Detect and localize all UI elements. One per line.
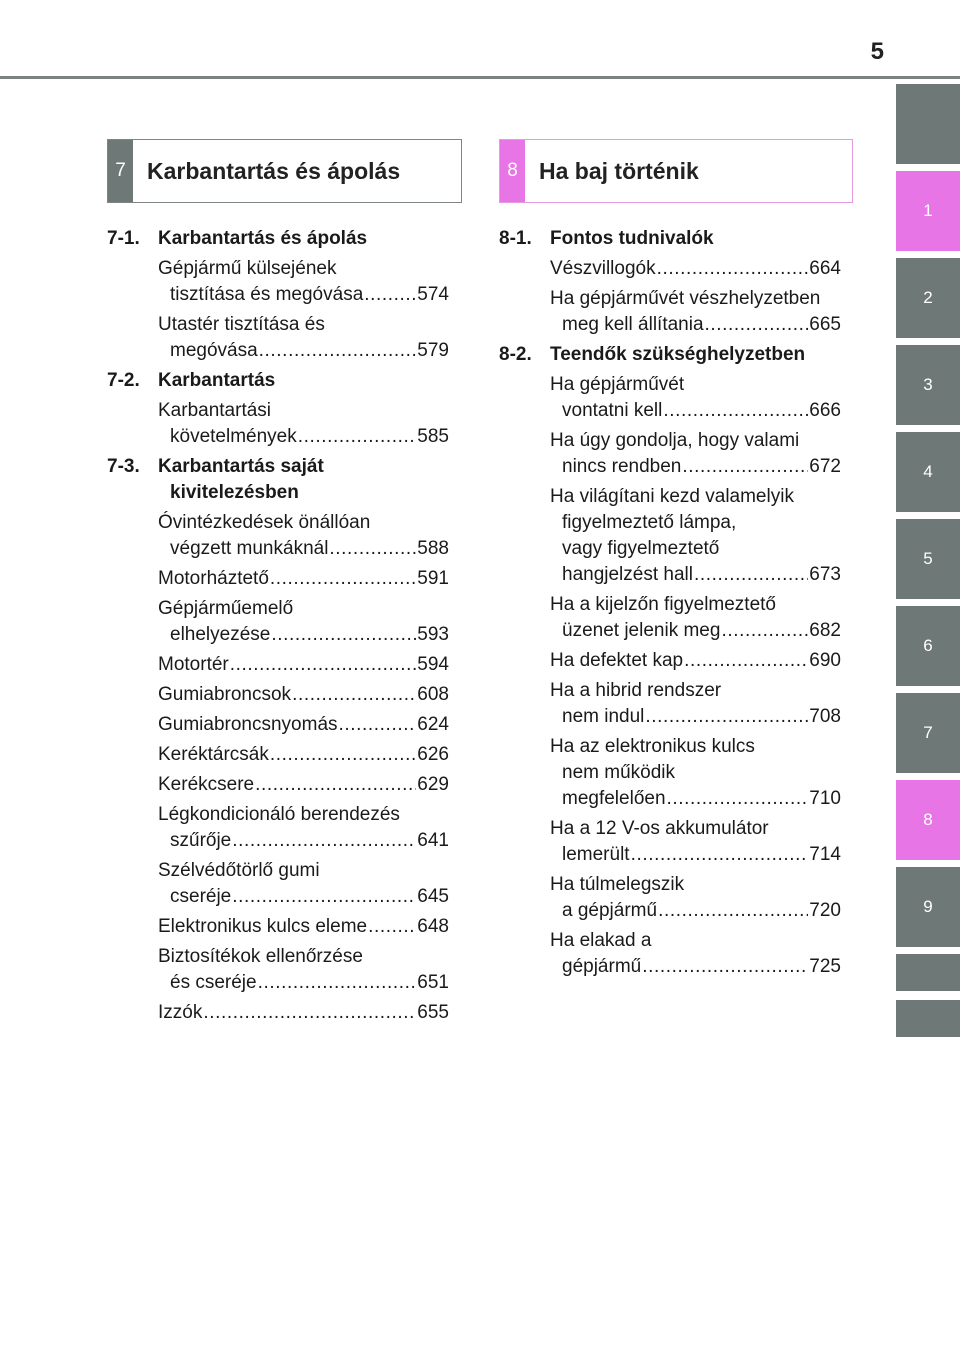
toc-entry-text: Ha defektet kap bbox=[550, 650, 684, 671]
toc-entry-text: Keréktárcsák bbox=[158, 744, 269, 765]
toc-entry[interactable] bbox=[158, 914, 449, 940]
toc-entry-line bbox=[158, 1000, 449, 1026]
dot-leader bbox=[721, 618, 808, 644]
toc-entry[interactable] bbox=[550, 648, 841, 674]
page-ref: 720 bbox=[809, 900, 841, 921]
toc-entry-line bbox=[550, 454, 841, 480]
chapter-tab-blank-top[interactable] bbox=[896, 84, 960, 164]
dot-leader bbox=[232, 828, 416, 854]
toc-entry[interactable] bbox=[550, 734, 841, 812]
dot-leader bbox=[682, 454, 808, 480]
toc-entry-text: szűrője bbox=[170, 830, 232, 851]
toc-entry-line bbox=[158, 282, 449, 308]
chapter-tab-7[interactable]: 7 bbox=[896, 693, 960, 773]
dot-leader bbox=[364, 282, 416, 308]
toc-entry-text: lemerült bbox=[562, 844, 630, 865]
toc-entry-line: Ha túlmelegszik bbox=[550, 874, 685, 895]
toc-entry-line: Ha gépjárművét bbox=[550, 374, 685, 395]
page-ref: 714 bbox=[809, 844, 841, 865]
toc-entry[interactable] bbox=[158, 256, 449, 308]
dot-leader bbox=[684, 648, 808, 674]
page-ref: 579 bbox=[417, 340, 449, 361]
page-ref: 710 bbox=[809, 788, 841, 809]
toc-entry[interactable] bbox=[550, 592, 841, 644]
top-rule bbox=[0, 76, 960, 79]
toc-entry-text: vontatni kell bbox=[562, 400, 663, 421]
section-8-header bbox=[499, 139, 853, 203]
dot-leader bbox=[642, 954, 808, 980]
subsection-heading bbox=[107, 226, 449, 252]
toc-entry-line: Biztosítékok ellenőrzése bbox=[158, 946, 363, 967]
page-ref: 666 bbox=[809, 400, 841, 421]
toc-entry-line bbox=[550, 954, 841, 980]
toc-entry-text: megóvása bbox=[170, 340, 258, 361]
toc-entry-line: Ha elakad a bbox=[550, 930, 652, 951]
subsection-title bbox=[550, 342, 841, 368]
toc-entry-text: hangjelzést hall bbox=[562, 564, 693, 585]
subsection-heading bbox=[107, 454, 449, 506]
toc-entry-line bbox=[550, 618, 841, 644]
page-ref: 608 bbox=[417, 684, 449, 705]
toc-entry-text: a gépjármű bbox=[562, 900, 658, 921]
toc-entry-line: Szélvédőtörlő gumi bbox=[158, 860, 320, 881]
page-ref: 629 bbox=[417, 774, 449, 795]
section-8-contents bbox=[499, 226, 841, 984]
dot-leader bbox=[258, 970, 417, 996]
chapter-tab-8[interactable]: 8 bbox=[896, 780, 960, 860]
toc-entry-line: Ha a hibrid rendszer bbox=[550, 680, 722, 701]
dot-leader bbox=[667, 786, 809, 812]
toc-entry[interactable] bbox=[550, 484, 841, 588]
toc-entry-line bbox=[158, 884, 449, 910]
toc-entry-line: vagy figyelmeztető bbox=[562, 538, 720, 559]
section-7-header bbox=[107, 139, 462, 203]
page-ref: 588 bbox=[417, 538, 449, 559]
toc-entry-line bbox=[158, 970, 449, 996]
page-ref: 594 bbox=[417, 654, 449, 675]
subsection-title-line: Fontos tudnivalók bbox=[550, 228, 714, 249]
toc-entry-text: megfelelően bbox=[562, 788, 666, 809]
subsection-title bbox=[550, 226, 841, 252]
toc-entry-line bbox=[550, 648, 841, 674]
section-8-title: Ha baj történik bbox=[539, 157, 699, 184]
subsection-number: 8-1. bbox=[499, 228, 532, 249]
toc-entry-line bbox=[158, 712, 449, 738]
subsection-number: 7-3. bbox=[107, 456, 140, 477]
page-ref: 648 bbox=[417, 916, 449, 937]
toc-entry-text: tisztítása és megóvása bbox=[170, 284, 364, 305]
dot-leader bbox=[270, 742, 416, 768]
subsection-title-line: Karbantartás bbox=[158, 370, 276, 391]
page-ref: 624 bbox=[417, 714, 449, 735]
toc-entry-line bbox=[550, 256, 841, 282]
toc-entry-line bbox=[158, 536, 449, 562]
toc-entry[interactable] bbox=[550, 872, 841, 924]
chapter-tab-blank-2[interactable] bbox=[896, 1000, 960, 1037]
toc-entry-line bbox=[550, 786, 841, 812]
toc-entry-line bbox=[158, 682, 449, 708]
subsection-heading bbox=[499, 342, 841, 368]
chapter-tab-6[interactable]: 6 bbox=[896, 606, 960, 686]
section-8-number: 8 bbox=[500, 140, 525, 202]
toc-entry-text: Gumiabroncsok bbox=[158, 684, 292, 705]
toc-entry[interactable] bbox=[158, 1000, 449, 1026]
toc-entry-text: Elektronikus kulcs eleme bbox=[158, 916, 368, 937]
page-ref: 651 bbox=[417, 972, 449, 993]
dot-leader bbox=[230, 652, 417, 678]
toc-entry-line bbox=[158, 338, 449, 364]
chapter-tab-9[interactable]: 9 bbox=[896, 867, 960, 947]
toc-entry[interactable] bbox=[550, 256, 841, 282]
toc-entry-line: Gépjármű külsejének bbox=[158, 258, 337, 279]
page-ref: 664 bbox=[809, 258, 841, 279]
toc-entry-text: nincs rendben bbox=[562, 456, 682, 477]
toc-entry-text: végzett munkáknál bbox=[170, 538, 329, 559]
toc-entry-text: Vészvillogók bbox=[550, 258, 656, 279]
toc-entry[interactable] bbox=[550, 428, 841, 480]
toc-entry-line bbox=[158, 772, 449, 798]
toc-entry[interactable] bbox=[158, 566, 449, 592]
page-ref: 672 bbox=[809, 456, 841, 477]
toc-entry-line: Ha gépjárművét vészhelyzetben bbox=[550, 288, 821, 309]
toc-entry-line bbox=[550, 562, 841, 588]
page-ref: 593 bbox=[417, 624, 449, 645]
toc-entry-line bbox=[550, 842, 841, 868]
chapter-tab-blank-1[interactable] bbox=[896, 954, 960, 991]
page-ref: 585 bbox=[417, 426, 449, 447]
toc-entry-text: Gumiabroncsnyomás bbox=[158, 714, 338, 735]
subsection-heading bbox=[499, 226, 841, 252]
page-ref: 655 bbox=[417, 1002, 449, 1023]
dot-leader bbox=[645, 704, 808, 730]
dot-leader bbox=[339, 712, 417, 738]
toc-entry-line: nem működik bbox=[562, 762, 675, 783]
subsection-title-line: Teendők szükséghelyzetben bbox=[550, 344, 806, 365]
dot-leader bbox=[694, 562, 808, 588]
toc-entry[interactable] bbox=[158, 652, 449, 678]
toc-entry[interactable] bbox=[158, 312, 449, 364]
toc-entry-line: Ha a kijelzőn figyelmeztető bbox=[550, 594, 776, 615]
toc-entry[interactable] bbox=[158, 772, 449, 798]
toc-entry-line bbox=[158, 622, 449, 648]
subsection-title-line: Karbantartás és ápolás bbox=[158, 228, 368, 249]
dot-leader bbox=[298, 424, 417, 450]
toc-entry-line: Légkondicionáló berendezés bbox=[158, 804, 400, 825]
toc-entry-line: Ha úgy gondolja, hogy valami bbox=[550, 430, 800, 451]
toc-entry[interactable] bbox=[158, 858, 449, 910]
toc-entry[interactable] bbox=[158, 742, 449, 768]
toc-entry[interactable] bbox=[158, 944, 449, 996]
toc-entry-line bbox=[158, 566, 449, 592]
toc-entry-text: Kerékcsere bbox=[158, 774, 255, 795]
chapter-tab-1[interactable]: 1 bbox=[896, 171, 960, 251]
toc-entry[interactable] bbox=[158, 802, 449, 854]
toc-entry-text: és cseréje bbox=[170, 972, 257, 993]
chapter-tab-4[interactable]: 4 bbox=[896, 432, 960, 512]
toc-entry[interactable] bbox=[550, 928, 841, 980]
toc-entry-line: figyelmeztető lámpa, bbox=[562, 512, 737, 533]
page-number: 5 bbox=[870, 38, 884, 65]
chapter-tab-5[interactable]: 5 bbox=[896, 519, 960, 599]
toc-entry-line: Karbantartási bbox=[158, 400, 272, 421]
subsection-title-line: Karbantartás saját bbox=[158, 456, 324, 477]
subsection-heading bbox=[107, 368, 449, 394]
subsection-title bbox=[158, 226, 449, 252]
subsection-number: 8-2. bbox=[499, 344, 532, 365]
toc-entry[interactable] bbox=[550, 816, 841, 868]
toc-entry-line bbox=[158, 424, 449, 450]
toc-entry-line: Óvintézkedések önállóan bbox=[158, 512, 371, 533]
toc-entry[interactable] bbox=[550, 372, 841, 424]
page-ref: 626 bbox=[417, 744, 449, 765]
toc-entry-line bbox=[550, 704, 841, 730]
toc-entry-line: Ha az elektronikus kulcs bbox=[550, 736, 755, 757]
dot-leader bbox=[255, 772, 416, 798]
dot-leader bbox=[203, 1000, 416, 1026]
toc-entry-line: Ha világítani kezd valamelyik bbox=[550, 486, 794, 507]
toc-entry-line: Gépjárműemelő bbox=[158, 598, 294, 619]
toc-entry-line bbox=[550, 898, 841, 924]
page-ref: 645 bbox=[417, 886, 449, 907]
page-ref: 574 bbox=[417, 284, 449, 305]
page-ref: 690 bbox=[809, 650, 841, 671]
subsection-title bbox=[158, 454, 449, 506]
dot-leader bbox=[705, 312, 809, 338]
toc-entry-text: Izzók bbox=[158, 1002, 203, 1023]
toc-entry-line: Ha a 12 V-os akkumulátor bbox=[550, 818, 769, 839]
dot-leader bbox=[368, 914, 416, 940]
toc-entry-line bbox=[550, 398, 841, 424]
toc-entry-line bbox=[550, 312, 841, 338]
subsection-number: 7-1. bbox=[107, 228, 140, 249]
dot-leader bbox=[631, 842, 809, 868]
section-7-title: Karbantartás és ápolás bbox=[147, 157, 401, 184]
toc-entry[interactable] bbox=[158, 398, 449, 450]
page-ref: 665 bbox=[809, 314, 841, 335]
dot-leader bbox=[658, 898, 808, 924]
subsection-title bbox=[158, 368, 449, 394]
toc-entry-text: követelmények bbox=[170, 426, 297, 447]
subsection-number: 7-2. bbox=[107, 370, 140, 391]
toc-entry-line bbox=[158, 828, 449, 854]
toc-entry[interactable] bbox=[158, 682, 449, 708]
toc-entry[interactable] bbox=[158, 712, 449, 738]
toc-entry[interactable] bbox=[550, 678, 841, 730]
toc-entry-line: Utastér tisztítása és bbox=[158, 314, 325, 335]
dot-leader bbox=[259, 338, 417, 364]
toc-entry-text: Motortér bbox=[158, 654, 229, 675]
dot-leader bbox=[270, 566, 416, 592]
toc-entry-text: cseréje bbox=[170, 886, 232, 907]
toc-entry[interactable] bbox=[158, 596, 449, 648]
page-ref: 641 bbox=[417, 830, 449, 851]
toc-entry[interactable] bbox=[158, 510, 449, 562]
page-ref: 725 bbox=[809, 956, 841, 977]
toc-entry-line bbox=[158, 652, 449, 678]
toc-entry-line bbox=[158, 914, 449, 940]
chapter-tab-2[interactable]: 2 bbox=[896, 258, 960, 338]
dot-leader bbox=[292, 682, 416, 708]
toc-entry-text: meg kell állítania bbox=[562, 314, 704, 335]
dot-leader bbox=[657, 256, 809, 282]
chapter-tabs bbox=[896, 84, 960, 1046]
section-7-contents bbox=[107, 226, 449, 1030]
page-ref: 591 bbox=[417, 568, 449, 589]
dot-leader bbox=[663, 398, 808, 424]
toc-entry-text: gépjármű bbox=[562, 956, 642, 977]
chapter-tab-3[interactable]: 3 bbox=[896, 345, 960, 425]
page-ref: 673 bbox=[809, 564, 841, 585]
dot-leader bbox=[271, 622, 416, 648]
toc-entry-text: elhelyezése bbox=[170, 624, 271, 645]
toc-entry[interactable] bbox=[550, 286, 841, 338]
toc-entry-text: Motorháztető bbox=[158, 568, 269, 589]
toc-entry-line bbox=[158, 742, 449, 768]
page-ref: 708 bbox=[809, 706, 841, 727]
page-ref: 682 bbox=[809, 620, 841, 641]
dot-leader bbox=[329, 536, 416, 562]
dot-leader bbox=[232, 884, 416, 910]
toc-entry-text: nem indul bbox=[562, 706, 645, 727]
section-7-number: 7 bbox=[108, 140, 133, 202]
subsection-title-line: kivitelezésben bbox=[170, 482, 299, 503]
toc-entry-text: üzenet jelenik meg bbox=[562, 620, 721, 641]
